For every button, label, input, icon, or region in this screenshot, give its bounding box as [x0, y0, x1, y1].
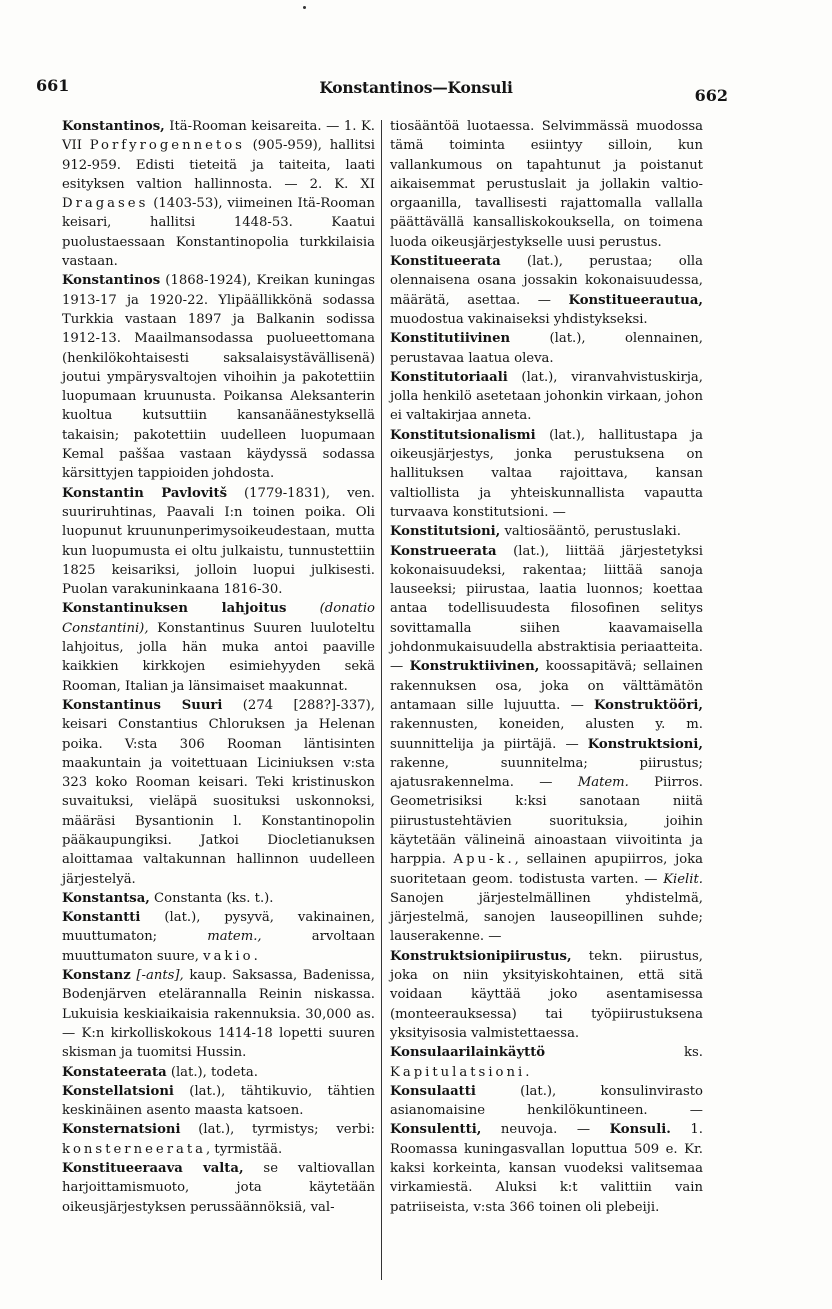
entry-konstitutoriaali: Konstitutoriaali (lat.), viranvahvistuskirja, jolla henkilö asetetaan johonkin virkaan, johon ei valtakirjaa anneta.	[390, 369, 703, 424]
entry-konstrueerata: Konstrueerata (lat.), liittää järjestetyksi kokonaisuudeksi, rakentaa; liittää sanoja lauseeksi; piirustaa, laatia luonnos; koettaa antaa todellisuudesta filosofinen selitys sovittamalla siihen kaavamaisella johdonmukaisuudella abstraktisia periaatteita. — Konstruktiivinen, koossapitävä; sellainen rakennuksen osa, joka on välttämätön antamaan sille lujuutta. — Konstruktööri, rakennusten, koneiden, alusten y. m. suunnittelija ja piirtäjä. — Konstruktsioni, rakenne, suunnitelma; piirustus; ajatusrakennelma. — Matem. Piirros. Geometrisiksi k:ksi sanotaan niitä piirustustehtävien suorituksia, joihin käytetään välineinä ainoastaan viivoitinta ja harppia. Apu-k., sellainen apupiirros, joka suoritetaan geom. todistusta varten. — Kielit. Sanojen järjestelmällinen yhdistelmä, järjestelmä, sanojen lauseopillinen suhde; lauserakenne. —	[390, 543, 703, 945]
entry-konstateerata: Konstateerata (lat.), todeta.	[62, 1064, 258, 1080]
left-column	[62, 117, 375, 1217]
column-divider	[381, 120, 382, 1280]
entry-konstantsa: Konstantsa, Constanta (ks. t.).	[62, 890, 274, 906]
running-title: Konstantinos—Konsuli	[319, 78, 513, 97]
page-header	[0, 76, 832, 106]
entry-konstantinus-suuri: Konstantinus Suuri (274 [288?]-337), keisari Constantius Chloruksen ja Helenan poika. V:sta 306 Rooman läntisinten maakuntain ja voitettuaan Liciniuksen v:sta 323 koko Rooman keisari. Teki kristinuskon suvaituksi, vieläpä suosituksi uskonnoksi, määräsi Bysantionin l. Konstantinopolin pääkaupungiksi. Jatkoi Diocletianuksen aloittamaa valtakunnan hallinnon uudelleen järjestelyä.	[62, 697, 375, 887]
entry-konstantinos-1: Konstantinos, Itä-Rooman keisareita. — 1. K. VII Porfyrogennetos (905-959), hallitsi 912-959. Edisti tieteitä ja taiteita, laati esityksen valtion hallinnosta. — 2. K. XI Dragases (1403-53), viimeinen Itä-Rooman keisari, hallitsi 1448-53. Kaatui puolustaessaan Konstantinopolia turkkilaisia vastaan.	[62, 119, 375, 270]
page-number-left: 661	[36, 76, 70, 95]
entry-konstantin-pavlovits: Konstantin Pavlovitš (1779-1831), ven. suuriruhtinas, Paavali I:n toinen poika. Oli luopunut kruununperimysoikeudestaan, mutta kun luopumusta ei oltu julkaistu, tunnustettiin 1825 keisariksi, jolloin luopui julkisesti. Puolan varakuninkaana 1816-30.	[62, 485, 376, 598]
right-column	[390, 117, 703, 1217]
entry-konsulaarilainkaytto: Konsulaarilainkäyttö ks. Kapitulatsioni.	[390, 1045, 703, 1080]
entry-konstantinos-2: Konstantinos (1868-1924), Kreikan kuningas 1913-17 ja 1920-22. Ylipäällikkönä sodassa Turkkia vastaan 1897 ja Balkanin sodissa 1912-13. Maailmansodassa puolueettomana (henkilökohtaisesti saksalaisystävällisenä) joutui ympärysvaltojen vihoihin ja pakotettiin luopumaan kruunusta. Poikansa Aleksanterin kuoltua kutsuttiin kansanäänestyksellä takaisin; pakotettiin uudelleen luopumaan Kemal paššaa vastaan käydyssä sodassa kärsittyjen tappioiden johdosta.	[62, 273, 375, 482]
entry-konsulaatti: Konsulaatti (lat.), konsulinvirasto asianomaisine henkilökuntineen. — Konsulentti, neuvoja. — Konsuli. 1. Roomassa kuningasvallan loputtua 509 e. Kr. kaksi korkeinta, kansan vuodeksi valitsemaa virkamiestä. Aluksi k:t valittiin vain patriiseista, v:sta 366 toinen oli plebeiji.	[390, 1083, 704, 1215]
entry-konstitueerata: Konstitueerata (lat.), perustaa; olla olennaisena osana jossakin kokonaisuudessa, määrätä, asettaa. — Konstitueerautua, muodostua vakinaiseksi yhdistykseksi.	[390, 254, 703, 327]
entry-continuation: tiosääntöä luotaessa. Selvimmässä muodossa tämä toiminta esiintyy silloin, kun vallankumous on tapahtunut ja poistanut aikaisemmat perustuslait ja jollakin valtio-orgaanilla, tavallisesti rajattomalla vallalla päättävällä kansalliskokouksella, on toimena luoda oikeusjärjestykselle uusi perustus.	[390, 119, 703, 250]
entry-konstantti: Konstantti (lat.), pysyvä, vakinainen, muuttumaton; matem., arvoltaan muuttumaton suure, vakio.	[62, 910, 375, 964]
entry-konstantinuksen-lahjoitus: Konstantinuksen lahjoitus (donatio Constantini), Konstantinus Suuren luuloteltu lahjoitus, jolla hän muka antoi paaville kaikkien kirkkojen esimiehyyden sekä Rooman, Italian ja länsimaiset maakunnat.	[62, 601, 375, 694]
entry-konsternatsioni: Konsternatsioni (lat.), tyrmistys; verbi: konsterneerata, tyrmistää.	[62, 1122, 375, 1157]
entry-konstruktsionipiirustus: Konstruktsionipiirustus, tekn. piirustus, joka on niin yksityiskohtainen, että sitä voidaan käyttää joko asentamisessa (monteerauksessa) tai työpiirustuksena yksityisosia valmistettaessa.	[390, 948, 703, 1041]
entry-konstitutsionalismi: Konstitutsionalismi (lat.), hallitustapa ja oikeusjärjestys, jonka perustuksena on hallituksen valtaa rajoittava, kansan valtiollista ja yhteiskunnallista vapautta turvaava konstitutsioni. —	[390, 427, 703, 520]
entry-konstitutiivinen: Konstitutiivinen (lat.), olennainen, perustavaa laatua oleva.	[390, 331, 703, 366]
entry-konstitueeraava-valta: Konstitueeraava valta, se valtiovallan harjoittamismuoto, jota käytetään oikeusjärjestyksen perussäännöksiä, val-	[62, 1161, 375, 1215]
print-speck	[303, 6, 306, 9]
entry-konstitutsioni: Konstitutsioni, valtiosääntö, perustuslaki.	[390, 524, 681, 540]
entry-konstellatsioni: Konstellatsioni (lat.), tähtikuvio, tähtien keskinäinen asento maasta katsoen.	[62, 1083, 375, 1119]
page-number-right: 662	[694, 86, 728, 105]
entry-konstanz: Konstanz [-ants], kaup. Saksassa, Badenissa, Bodenjärven etelärannalla Reinin niskassa. Lukuisia keskiaikaisia rakennuksia. 30,000 as. — K:n kirkolliskokous 1414-18 lopetti suuren skisman ja tuomitsi Hussin.	[62, 968, 375, 1061]
